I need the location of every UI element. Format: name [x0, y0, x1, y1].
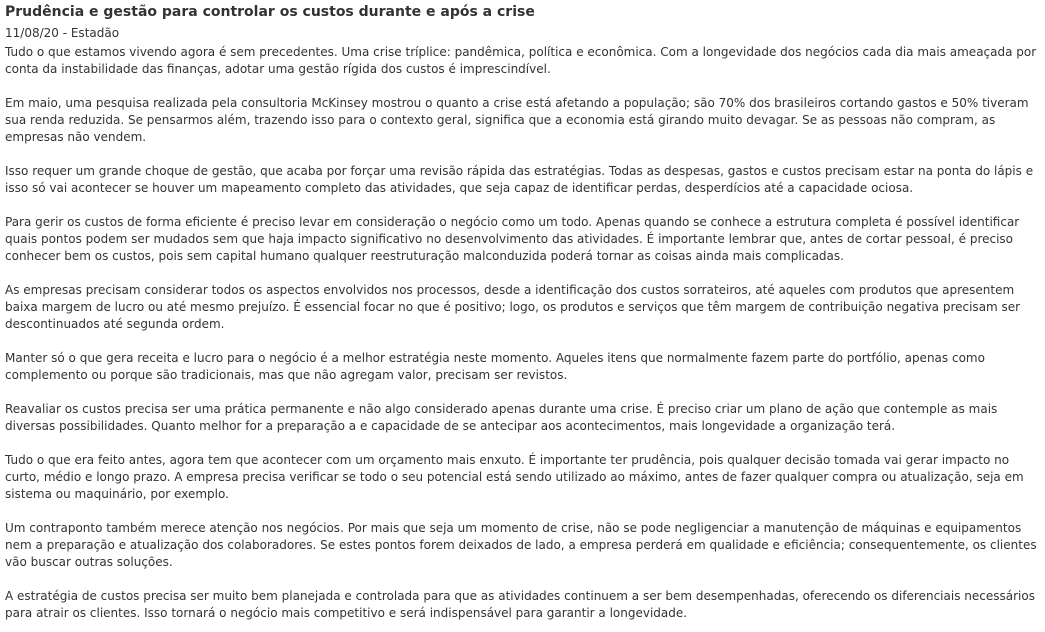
article-paragraph: As empresas precisam considerar todos os aspectos envolvidos nos processos, desde a identificação dos custos sorrateiros, até aqueles com produtos que apresentem baixa margem de lucro ou até mesmo prejuízo. É essencial focar no que é positivo; logo, os produtos e serviços que têm margem de contribuição negativa precisam ser descontinuados até segunda ordem.	[5, 283, 1021, 331]
article-paragraph: Tudo o que estamos vivendo agora é sem precedentes. Uma crise tríplice: pandêmica, política e econômica. Com a longevidade dos negócios cada dia mais ameaçada por conta da instabilidade das finanças, adotar uma gestão rígida dos custos é imprescindível.	[5, 45, 1037, 76]
article-paragraph: Tudo o que era feito antes, agora tem que acontecer com um orçamento mais enxuto. É importante ter prudência, pois qualquer decisão tomada vai gerar impacto no curto, médio e longo prazo. A empresa precisa verificar se todo o seu potencial está sendo utilizado ao máximo, antes de fazer qualquer compra ou atualização, seja em sistema ou maquinário, por exemplo.	[5, 453, 1024, 501]
article-paragraph: A estratégia de custos precisa ser muito bem planejada e controlada para que as atividades continuem a ser bem desempenhadas, oferecendo os diferenciais necessários para atrair os clientes. Isso tornará o negócio mais competitivo e será indispensável para garantir a longevidade.	[5, 589, 1035, 620]
article-paragraph: Manter só o que gera receita e lucro para o negócio é a melhor estratégia neste momento. Aqueles itens que normalmente fazem parte do portfólio, apenas como complemento ou porque são tradicionais, mas que não agregam valor, precisam ser revistos.	[5, 351, 985, 382]
article-paragraph: Para gerir os custos de forma eficiente é preciso levar em consideração o negócio como um todo. Apenas quando se conhece a estrutura completa é possível identificar quais pontos podem ser mudados sem que haja impacto significativo no desenvolvimento das atividades. É importante lembrar que, antes de cortar pessoal, é preciso conhecer bem os custos, pois sem capital humano qualquer reestruturação malconduzida poderá tornar as coisas ainda mais complicadas.	[5, 215, 1020, 263]
article-paragraph: Isso requer um grande choque de gestão, que acaba por forçar uma revisão rápida das estratégias. Todas as despesas, gastos e custos precisam estar na ponta do lápis e isso só vai acontecer se houver um mapeamento completo das atividades, que seja capaz de identificar perdas, desperdícios até a capacidade ociosa.	[5, 164, 1034, 195]
article-paragraph: Um contraponto também merece atenção nos negócios. Por mais que seja um momento de crise, não se pode negligenciar a manutenção de máquinas e equipamentos nem a preparação e atualização dos colaboradores. Se estes pontos forem deixados de lado, a empresa perderá em qualidade e eficiência; consequentemente, os clientes vão buscar outras soluções.	[5, 521, 1037, 569]
article-date-source: 11/08/20 - Estadão	[5, 26, 120, 40]
article-paragraph: Reavaliar os custos precisa ser uma prática permanente e não algo considerado apenas durante uma crise. É preciso criar um plano de ação que contemple as mais diversas possibilidades. Quanto melhor for a preparação a e capacidade de se antecipar aos acontecimentos, mais longevidade a organização terá.	[5, 402, 998, 433]
article-title: Prudência e gestão para controlar os custos durante e após a crise	[5, 4, 535, 20]
article-paragraph: Em maio, uma pesquisa realizada pela consultoria McKinsey mostrou o quanto a crise está afetando a população; são 70% dos brasileiros cortando gastos e 50% tiveram sua renda reduzida. Se pensarmos além, trazendo isso para o contexto geral, significa que a economia está girando muito devagar. Se as pessoas não compram, as empresas não vendem.	[5, 96, 1029, 144]
